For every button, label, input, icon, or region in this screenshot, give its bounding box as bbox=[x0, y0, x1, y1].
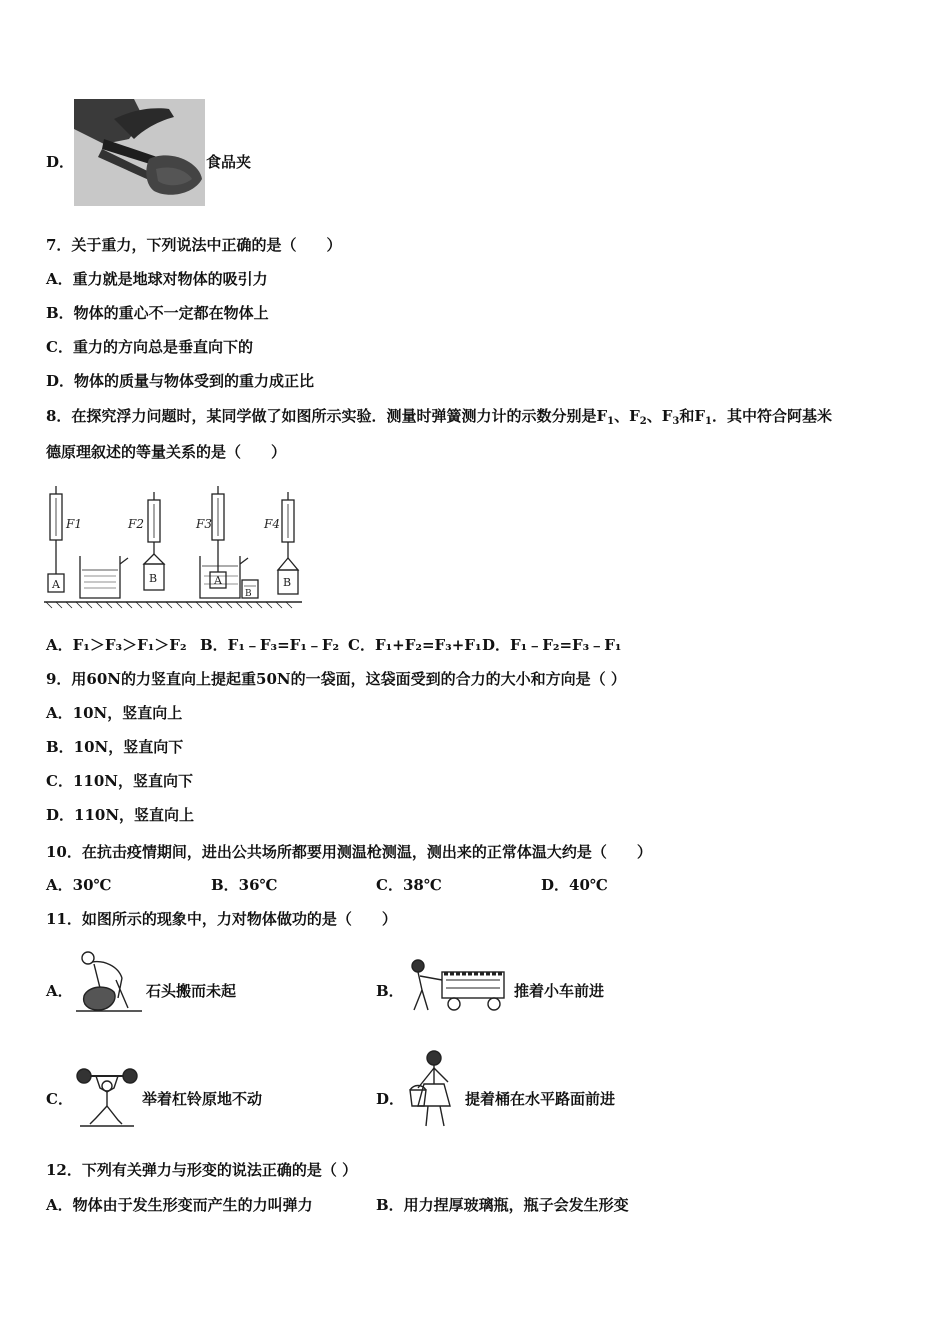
q10-stem: 10．在抗击疫情期间，进出公共场所都要用测温枪测温，测出来的正常体温大约是（ ） bbox=[46, 843, 652, 861]
q11-option-c-label: C． bbox=[46, 1090, 73, 1108]
q8-stem-line2: 德原理叙述的等量关系的是（ ） bbox=[46, 443, 287, 461]
q11-option-d-label: D． bbox=[376, 1090, 405, 1108]
q7-option-b: B．物体的重心不一定都在物体上 bbox=[46, 304, 269, 322]
q7-option-d: D．物体的质量与物体受到的重力成正比 bbox=[46, 372, 315, 390]
q11-option-b-text: 推着小车前进 bbox=[514, 982, 605, 1000]
q11-stem: 11．如图所示的现象中，力对物体做功的是（ ） bbox=[46, 910, 397, 928]
fig-object-b2: B bbox=[245, 589, 252, 599]
barbell-figure bbox=[76, 1066, 138, 1128]
q8-option-b: B．F₁﹣F₃=F₁﹣F₂ bbox=[200, 636, 340, 654]
q11-option-a-label: A． bbox=[46, 982, 73, 1000]
q11-option-d-text: 提着桶在水平路面前进 bbox=[465, 1090, 616, 1108]
q9-stem: 9．用60N的力竖直向上提起重50N的一袋面，这袋面受到的合力的大小和方向是（ ） bbox=[46, 670, 626, 688]
q7-option-a: A．重力就是地球对物体的吸引力 bbox=[46, 270, 268, 288]
carrying-bucket-figure bbox=[404, 1048, 462, 1130]
fig-label-f1: F1 bbox=[66, 517, 82, 531]
fig-label-f4: F4 bbox=[264, 517, 280, 531]
q8-stem-line1: 8．在探究浮力问题时，某同学做了如图所示实验．测量时弹簧测力计的示数分别是$F_1$、$F_2$、$F_3$和$F_1$．其中符合阿基米 bbox=[46, 407, 832, 427]
lifting-stone-figure bbox=[74, 948, 144, 1014]
q10-option-c: C．38℃ bbox=[376, 876, 442, 894]
q7-stem: 7．关于重力，下列说法中正确的是（ ） bbox=[46, 236, 342, 254]
q9-option-c: C．110N，竖直向下 bbox=[46, 772, 193, 790]
pushing-cart-figure bbox=[402, 958, 512, 1016]
q9-option-b: B．10N，竖直向下 bbox=[46, 738, 184, 756]
q10-option-a: A．30℃ bbox=[46, 876, 112, 894]
q9-option-a: A．10N，竖直向上 bbox=[46, 704, 183, 722]
q12-stem: 12．下列有关弹力与形变的说法正确的是（ ） bbox=[46, 1161, 358, 1179]
q11-option-b-label: B． bbox=[376, 982, 404, 1000]
q12-option-a: A．物体由于发生形变而产生的力叫弹力 bbox=[46, 1196, 313, 1214]
q6-option-d-text: 食品夹 bbox=[206, 153, 252, 171]
q10-option-d: D．40℃ bbox=[541, 876, 608, 894]
q11-option-c-text: 举着杠铃原地不动 bbox=[142, 1090, 263, 1108]
q7-option-c: C．重力的方向总是垂直向下的 bbox=[46, 338, 253, 356]
q10-option-b: B．36℃ bbox=[211, 876, 278, 894]
q6-option-d-label: D． bbox=[46, 153, 75, 171]
fig-object-b3: B bbox=[283, 576, 292, 589]
fig-object-b1: B bbox=[149, 572, 158, 585]
q12-option-b: B．用力捏厚玻璃瓶，瓶子会发生形变 bbox=[376, 1196, 629, 1214]
food-tongs-photo bbox=[74, 99, 205, 206]
q9-option-d: D．110N，竖直向上 bbox=[46, 806, 195, 824]
q8-option-d: D．F₁﹣F₂=F₃﹣F₁ bbox=[482, 636, 622, 654]
buoyancy-experiment-figure bbox=[44, 484, 304, 614]
q8-option-c: C．F₁+F₂=F₃+F₁ bbox=[348, 636, 482, 654]
fig-object-a2: A bbox=[214, 574, 222, 587]
fig-label-f2: F2 bbox=[128, 517, 144, 531]
q8-option-a: A．F₁＞F₃＞F₁＞F₂ bbox=[46, 636, 187, 654]
fig-label-f3: F3 bbox=[196, 517, 212, 531]
fig-object-a1: A bbox=[52, 578, 60, 591]
q11-option-a-text: 石头搬而未起 bbox=[146, 982, 237, 1000]
